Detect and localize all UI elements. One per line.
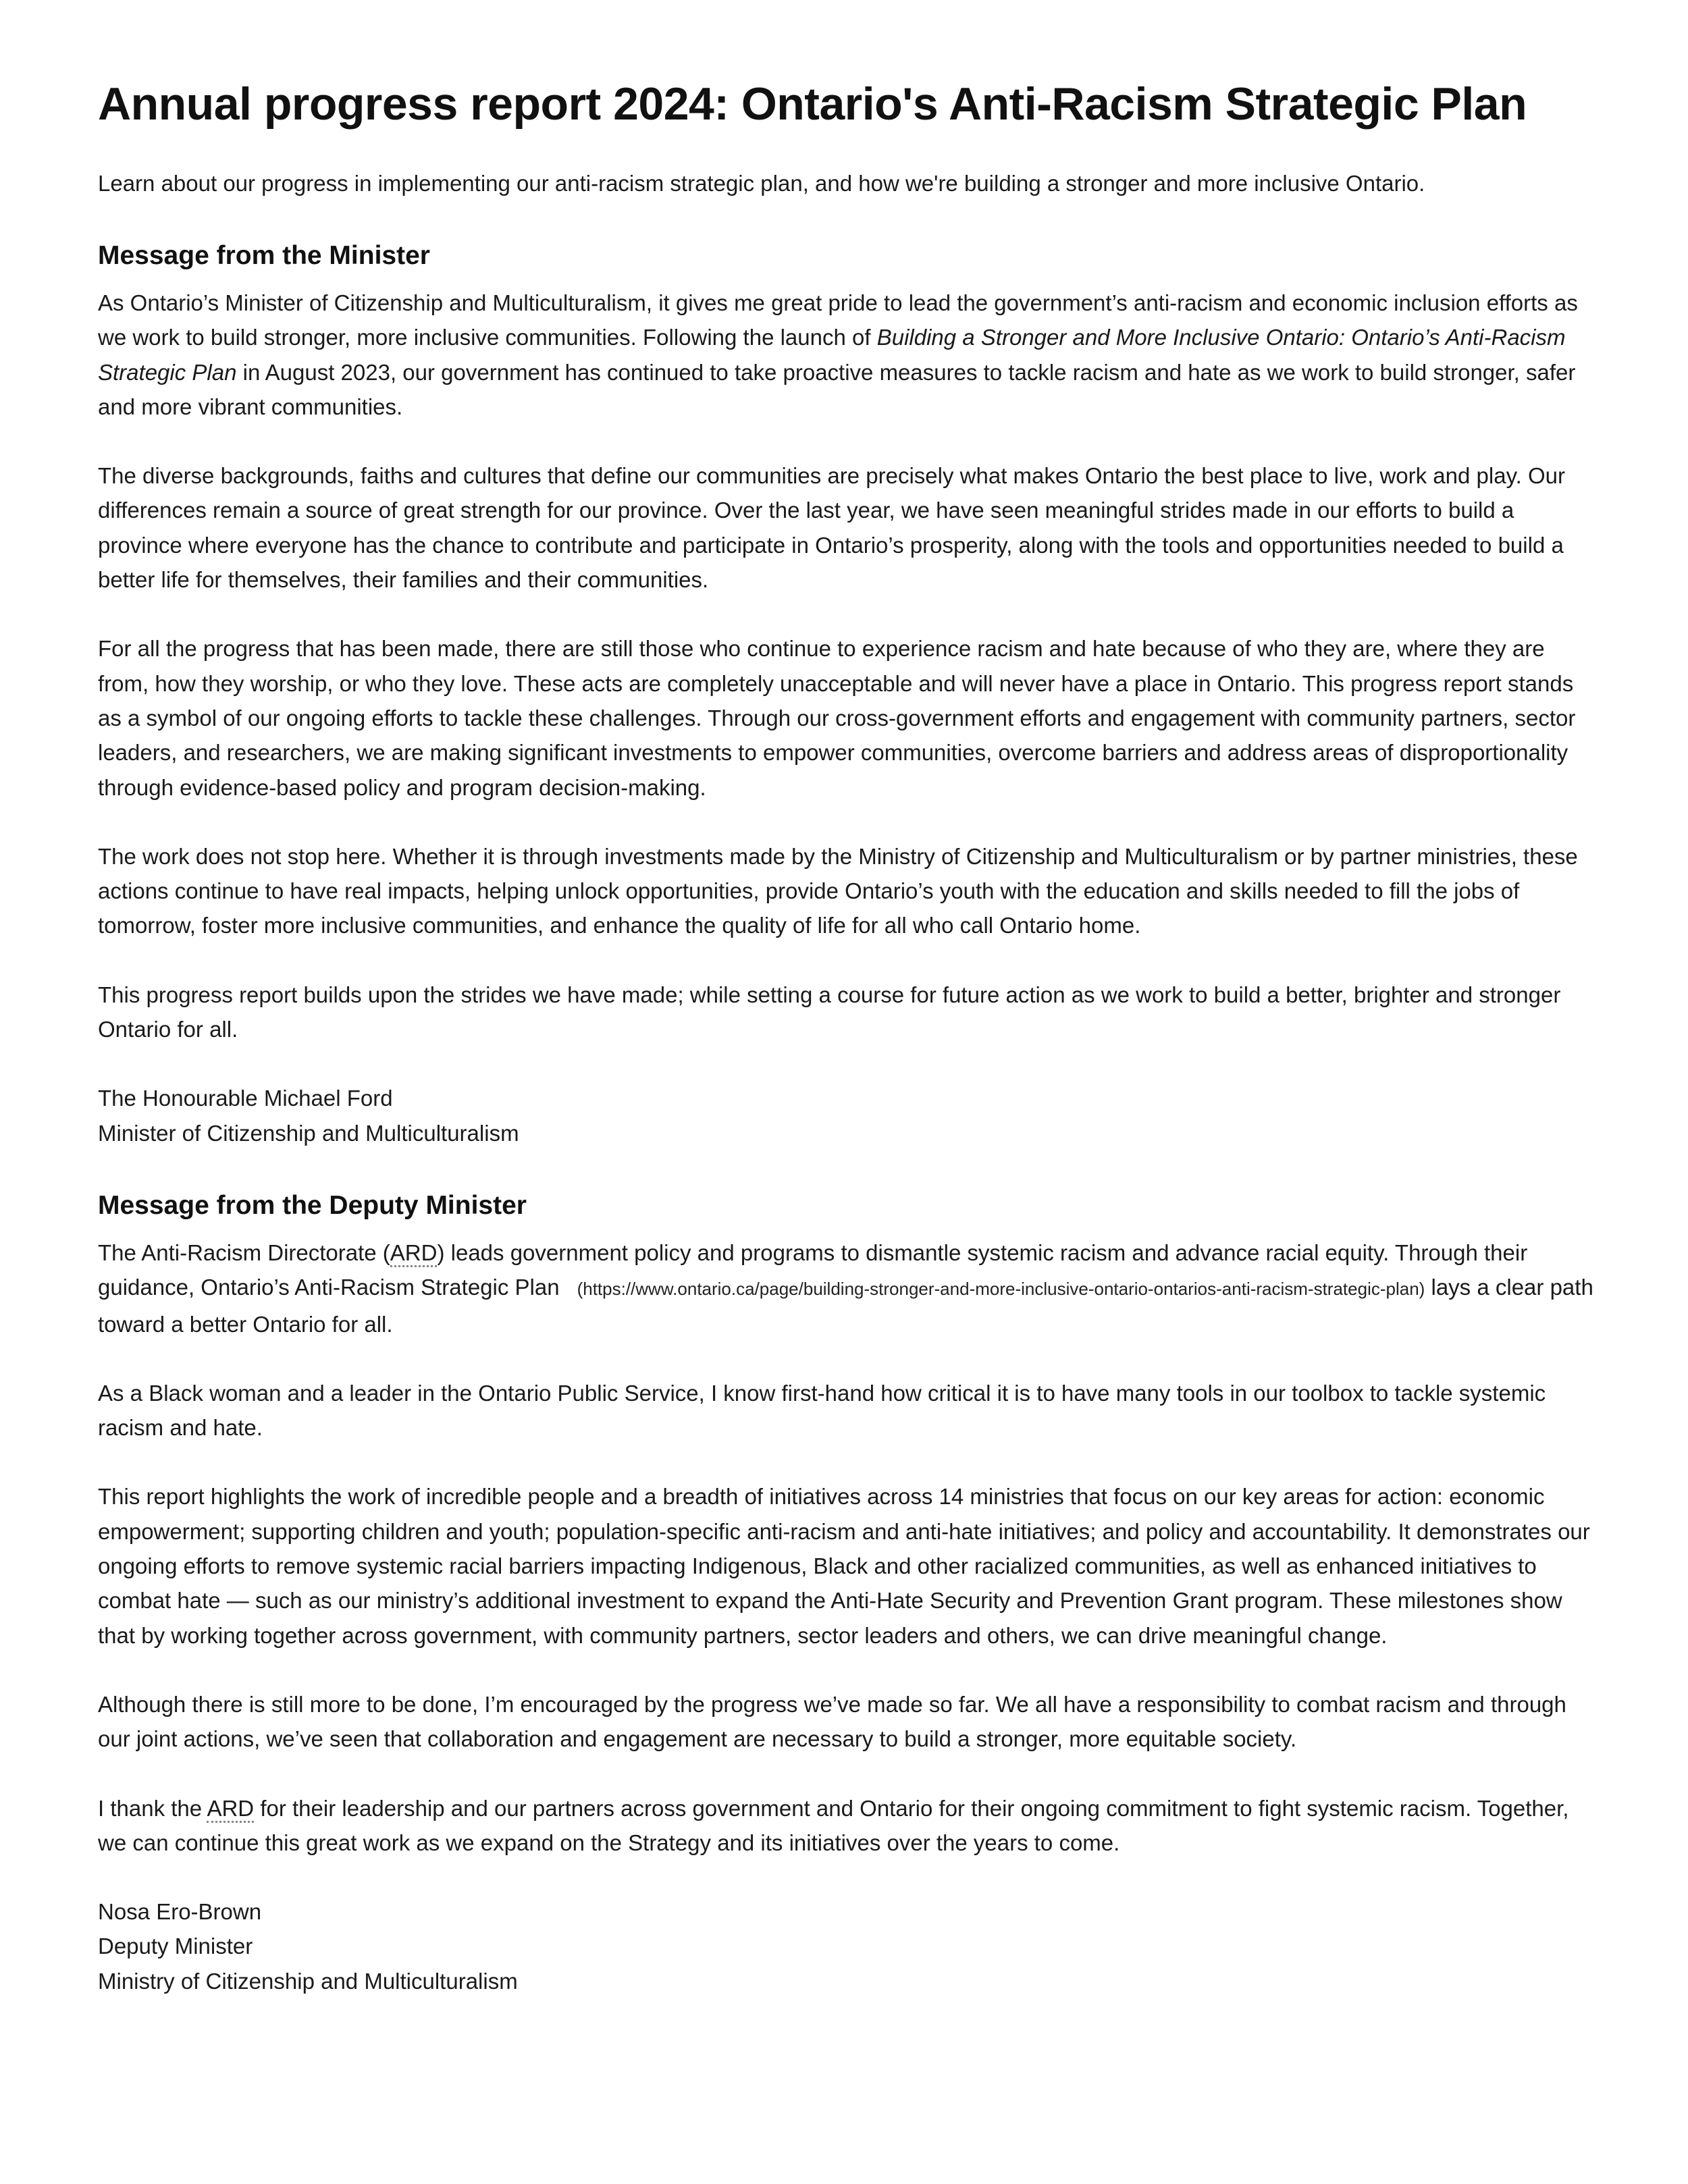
deputy-heading: Message from the Deputy Minister [98, 1190, 527, 1220]
text: for their leadership and our partners across government and Ontario for their ongoing commitment to fight systemic racism. Together, we can continue this great work as we expand on the Strategy and its initiatives over the years to come. [98, 1795, 1569, 1855]
minister-message [98, 240, 1593, 1150]
minister-paragraph-1 [98, 286, 1593, 424]
ard-abbreviation[interactable]: ARD [390, 1240, 438, 1267]
signature-name: Nosa Ero-Brown [98, 1899, 262, 1925]
minister-paragraph-5: This progress report builds upon the strides we have made; while setting a course for future action as we work to build a better, brighter and stronger Ontario for all. [98, 982, 1561, 1042]
deputy-signature [98, 1894, 1593, 1998]
document [98, 76, 1593, 2037]
signature-organization: Ministry of Citizenship and Multiculturalism [98, 1968, 518, 1994]
lead-paragraph: Learn about our progress in implementing our anti-racism strategic plan, and how we're building a stronger and more inclusive Ontario. [98, 171, 1425, 196]
signature-name: The Honourable Michael Ford [98, 1086, 393, 1111]
text: As Ontario’s Minister of Citizenship and Multiculturalism, it gives me great pride to lead the government’s anti-racism and economic inclusion efforts as we work to build stronger, more inclusive communities. Following the launch of [98, 290, 1578, 350]
minister-signature [98, 1081, 1593, 1150]
deputy-paragraph-1 [98, 1235, 1593, 1341]
minister-paragraph-2: The diverse backgrounds, faiths and cultures that define our communities are precisely what makes Ontario the best place to live, work and play. Our differences remain a source of great strength for our province. Over the last year, we have seen meaningful strides made in our efforts to build a province where everyone has the chance to contribute and participate in Ontario’s prosperity, along with the tools and opportunities needed to build a better life for themselves, their families and their communities. [98, 463, 1565, 593]
deputy-paragraph-2: As a Black woman and a leader in the Ontario Public Service, I know first-hand how critical it is to have many tools in our toolbox to tackle systemic racism and hate. [98, 1380, 1546, 1441]
minister-paragraph-4: The work does not stop here. Whether it is through investments made by the Ministry of Citizenship and Multiculturalism or by partner ministries, these actions continue to have real impacts, helping unlock opportunities, provide Ontario’s youth with the education and skills needed to fill the jobs of tomorrow, foster more inclusive communities, and enhance the quality of life for all who call Ontario home. [98, 843, 1578, 938]
deputy-minister-message [98, 1190, 1593, 1998]
text: lays a clear path toward a better Ontario for all. [98, 1275, 1593, 1337]
signature-title: Deputy Minister [98, 1934, 253, 1959]
minister-paragraph-3: For all the progress that has been made, there are still those who continue to experience racism and hate because of who they are, where they are from, how they worship, or who they love. These acts are completely unacceptable and will never have a place in Ontario. This progress report stands as a symbol of our ongoing efforts to tackle these challenges. Through our cross-government efforts and engagement with community partners, sector leaders, and researchers, we are making significant investments to empower communities, overcome barriers and address areas of disproportionality through evidence-based policy and program decision-making. [98, 636, 1576, 800]
deputy-paragraph-3: This report highlights the work of incredible people and a breadth of initiatives across 14 ministries that focus on our key areas for action: economic empowerment; supporting children and youth; population-specific anti-racism and anti-hate initiatives; and policy and accountability. It demonstrates our ongoing efforts to remove systemic racial barriers impacting Indigenous, Black and other racialized communities, as well as enhanced initiatives to combat hate — such as our ministry’s additional investment to expand the Anti-Hate Security and Prevention Grant program. These milestones show that by working together across government, with community partners, sector leaders and others, we can drive meaningful change. [98, 1484, 1590, 1648]
text: The Anti-Racism Directorate ( [98, 1240, 390, 1265]
deputy-paragraph-5 [98, 1791, 1593, 1861]
ard-abbreviation[interactable]: ARD [207, 1796, 254, 1823]
strategic-plan-url: (https://www.ontario.ca/page/building-stronger-and-more-inclusive-ontario-ontarios-anti-racism-strategic-plan) [577, 1279, 1425, 1300]
plan-title: Building a Stronger and More Inclusive Ontario: Ontario’s Anti-Racism Strategic Plan [98, 325, 1566, 385]
signature-title: Minister of Citizenship and Multiculturalism [98, 1120, 519, 1146]
deputy-paragraph-4: Although there is still more to be done, I’m encouraged by the progress we’ve made so far. We all have a responsibility to combat racism and through our joint actions, we’ve seen that collaboration and engagement are necessary to build a stronger, more equitable society. [98, 1691, 1566, 1752]
minister-heading: Message from the Minister [98, 241, 430, 270]
page-title: Annual progress report 2024: Ontario's Anti-Racism Strategic Plan [98, 78, 1527, 130]
text: ) leads government policy and programs to dismantle systemic racism and advance racial equity. Through their guidance, [98, 1240, 1528, 1300]
strategic-plan-link[interactable]: Ontario’s Anti-Racism Strategic Plan [201, 1275, 560, 1300]
text: in August 2023, our government has continued to take proactive measures to tackle racism and hate as we work to build stronger, safer and more vibrant communities. [98, 359, 1576, 419]
text: I thank the [98, 1795, 207, 1821]
